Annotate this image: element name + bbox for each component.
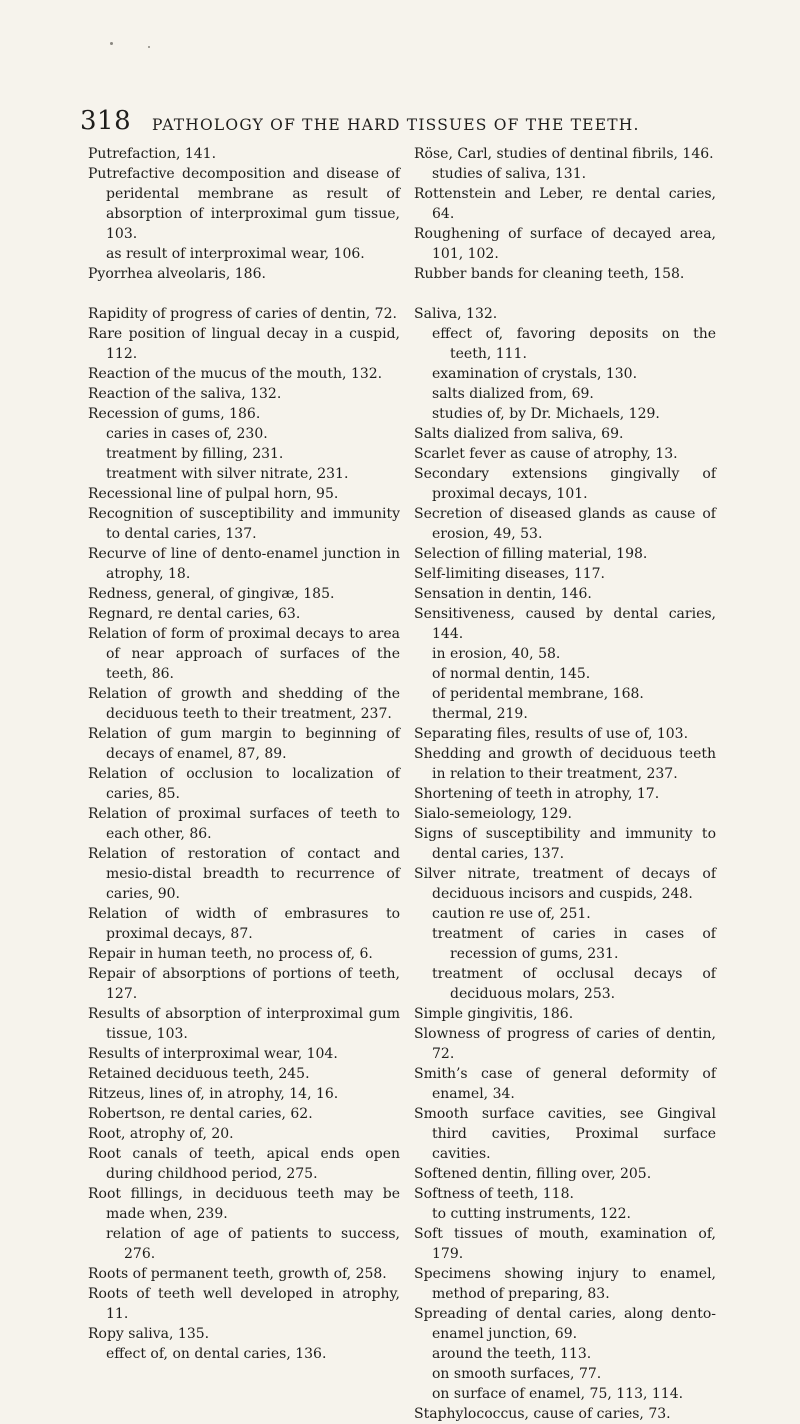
index-entry: Shedding and growth of deciduous teeth in relation to their treatment, 237.: [414, 746, 716, 782]
index-entry: Repair in human teeth, no process of, 6.: [88, 946, 373, 962]
index-entry: Robertson, re dental caries, 62.: [88, 1106, 313, 1122]
index-letter-group: [414, 304, 716, 1424]
index-subentry: relation of age of patients to success, 276.: [106, 1226, 400, 1262]
index-subentry: treatment of occlusal decays of deciduous molars, 253.: [432, 966, 716, 1002]
index-subentry: of normal dentin, 145.: [432, 666, 591, 682]
index-subentry: treatment with silver nitrate, 231.: [106, 466, 349, 482]
index-entry: Roots of permanent teeth, growth of, 258.: [88, 1266, 387, 1282]
index-entry: Sialo-semeiology, 129.: [414, 806, 572, 822]
index-entry: Simple gingivitis, 186.: [414, 1006, 574, 1022]
index-entry: Regnard, re dental caries, 63.: [88, 606, 301, 622]
index-entry: Relation of form of proximal decays to area of near approach of surfaces of the teeth, 86.: [88, 626, 400, 682]
index-entry: Putrefactive decomposition and disease of peridental membrane as result of absorption of interproximal gum tissue, 103.: [88, 166, 400, 242]
index-letter-group: [88, 144, 400, 284]
index-subentry: studies of, by Dr. Michaels, 129.: [432, 406, 660, 422]
index-entry: Shortening of teeth in atrophy, 17.: [414, 786, 660, 802]
index-entry: Recessional line of pulpal horn, 95.: [88, 486, 339, 502]
index-entry: Rapidity of progress of caries of dentin, 72.: [88, 306, 397, 322]
index-entry: Sensation in dentin, 146.: [414, 586, 592, 602]
index-entry: Root fillings, in deciduous teeth may be made when, 239.: [88, 1186, 400, 1222]
index-entry: Reaction of the saliva, 132.: [88, 386, 282, 402]
index-entry: Softness of teeth, 118.: [414, 1186, 574, 1202]
index-subentry: as result of interproximal wear, 106.: [106, 246, 365, 262]
index-entry: Rubber bands for cleaning teeth, 158.: [414, 266, 685, 282]
index-subentry: of peridental membrane, 168.: [432, 686, 644, 702]
index-entry: Relation of width of embrasures to proximal decays, 87.: [88, 906, 400, 942]
index-entry: Roughening of surface of decayed area, 101, 102.: [414, 226, 716, 262]
index-entry: Smooth surface cavities, see Gingival third cavities, Proximal surface cavities.: [414, 1106, 716, 1162]
index-entry: Soft tissues of mouth, examination of, 179.: [414, 1226, 716, 1262]
index-subentry: in erosion, 40, 58.: [432, 646, 561, 662]
index-subentry: thermal, 219.: [432, 706, 528, 722]
index-subentry: on smooth surfaces, 77.: [432, 1366, 602, 1382]
index-subentry: on surface of enamel, 75, 113, 114.: [432, 1386, 684, 1402]
index-entry: Recurve of line of dento-enamel junction in atrophy, 18.: [88, 546, 400, 582]
index-entry: Rottenstein and Leber, re dental caries, 64.: [414, 186, 716, 222]
index-subentry: around the teeth, 113.: [432, 1346, 592, 1362]
index-subentry: effect of, on dental caries, 136.: [106, 1346, 327, 1362]
index-entry: Self-limiting diseases, 117.: [414, 566, 605, 582]
index-entry: Root, atrophy of, 20.: [88, 1126, 234, 1142]
index-letter-group: [414, 144, 716, 284]
index-subentry: treatment by filling, 231.: [106, 446, 284, 462]
index-subentry: to cutting instruments, 122.: [432, 1206, 631, 1222]
index-entry: Relation of restoration of contact and mesio-distal breadth to recurrence of caries, 90.: [88, 846, 400, 902]
page-number: 318: [80, 106, 132, 136]
index-entry: Sensitiveness, caused by dental caries, 144.: [414, 606, 716, 642]
index-entry: Salts dialized from saliva, 69.: [414, 426, 624, 442]
index-entry: Putrefaction, 141.: [88, 146, 217, 162]
index-subentry: treatment of caries in cases of recession of gums, 231.: [432, 926, 716, 962]
index-subentry: studies of saliva, 131.: [432, 166, 587, 182]
index-entry: Repair of absorptions of portions of teeth, 127.: [88, 966, 400, 1002]
index-subentry: examination of crystals, 130.: [432, 366, 638, 382]
index-entry: Secretion of diseased glands as cause of erosion, 49, 53.: [414, 506, 716, 542]
index-entry: Relation of gum margin to beginning of decays of enamel, 87, 89.: [88, 726, 400, 762]
index-entry: Röse, Carl, studies of dentinal fibrils, 146.: [414, 146, 714, 162]
index-entry: Pyorrhea alveolaris, 186.: [88, 266, 266, 282]
index-entry: Recession of gums, 186.: [88, 406, 261, 422]
index-entry: Results of interproximal wear, 104.: [88, 1046, 338, 1062]
index-entry: Silver nitrate, treatment of decays of deciduous incisors and cuspids, 248.: [414, 866, 716, 902]
page-header: [40, 106, 760, 146]
index-entry: Roots of teeth well developed in atrophy, 11.: [88, 1286, 400, 1322]
index-entry: Redness, general, of gingivæ, 185.: [88, 586, 335, 602]
index-subentry: effect of, favoring deposits on the teeth, 111.: [432, 326, 716, 362]
index-entry: Results of absorption of interproximal gum tissue, 103.: [88, 1006, 400, 1042]
index-column-left: [88, 144, 400, 1364]
index-entry: Specimens showing injury to enamel, method of preparing, 83.: [414, 1266, 716, 1302]
index-entry: Slowness of progress of caries of dentin, 72.: [414, 1026, 716, 1062]
index-subentry: caries in cases of, 230.: [106, 426, 268, 442]
index-entry: Relation of growth and shedding of the deciduous teeth to their treatment, 237.: [88, 686, 400, 722]
index-letter-group: [88, 304, 400, 1364]
index-entry: Selection of filling material, 198.: [414, 546, 648, 562]
index-entry: Relation of occlusion to localization of caries, 85.: [88, 766, 400, 802]
index-entry: Scarlet fever as cause of atrophy, 13.: [414, 446, 678, 462]
index-entry: Signs of susceptibility and immunity to dental caries, 137.: [414, 826, 716, 862]
index-entry: Secondary extensions gingivally of proximal decays, 101.: [414, 466, 716, 502]
index-entry: Ritzeus, lines of, in atrophy, 14, 16.: [88, 1086, 339, 1102]
index-entry: Rare position of lingual decay in a cuspid, 112.: [88, 326, 400, 362]
running-head: PATHOLOGY OF THE HARD TISSUES OF THE TEETH.: [152, 116, 640, 134]
index-column-right: [414, 144, 716, 1424]
index-entry: Root canals of teeth, apical ends open during childhood period, 275.: [88, 1146, 400, 1182]
index-entry: Relation of proximal surfaces of teeth to each other, 86.: [88, 806, 400, 842]
index-entry: Retained deciduous teeth, 245.: [88, 1066, 310, 1082]
index-subentry: salts dialized from, 69.: [432, 386, 594, 402]
index-entry: Reaction of the mucus of the mouth, 132.: [88, 366, 383, 382]
index-subentry: caution re use of, 251.: [432, 906, 591, 922]
index-entry: Staphylococcus, cause of caries, 73.: [414, 1406, 671, 1422]
index-entry: Softened dentin, filling over, 205.: [414, 1166, 652, 1182]
index-entry: Recognition of susceptibility and immunity to dental caries, 137.: [88, 506, 400, 542]
index-entry: Spreading of dental caries, along dento-enamel junction, 69.: [414, 1306, 716, 1342]
index-entry: Separating files, results of use of, 103.: [414, 726, 689, 742]
index-entry: Smith’s case of general deformity of enamel, 34.: [414, 1066, 716, 1102]
index-entry: Ropy saliva, 135.: [88, 1326, 210, 1342]
index-entry: Saliva, 132.: [414, 306, 498, 322]
